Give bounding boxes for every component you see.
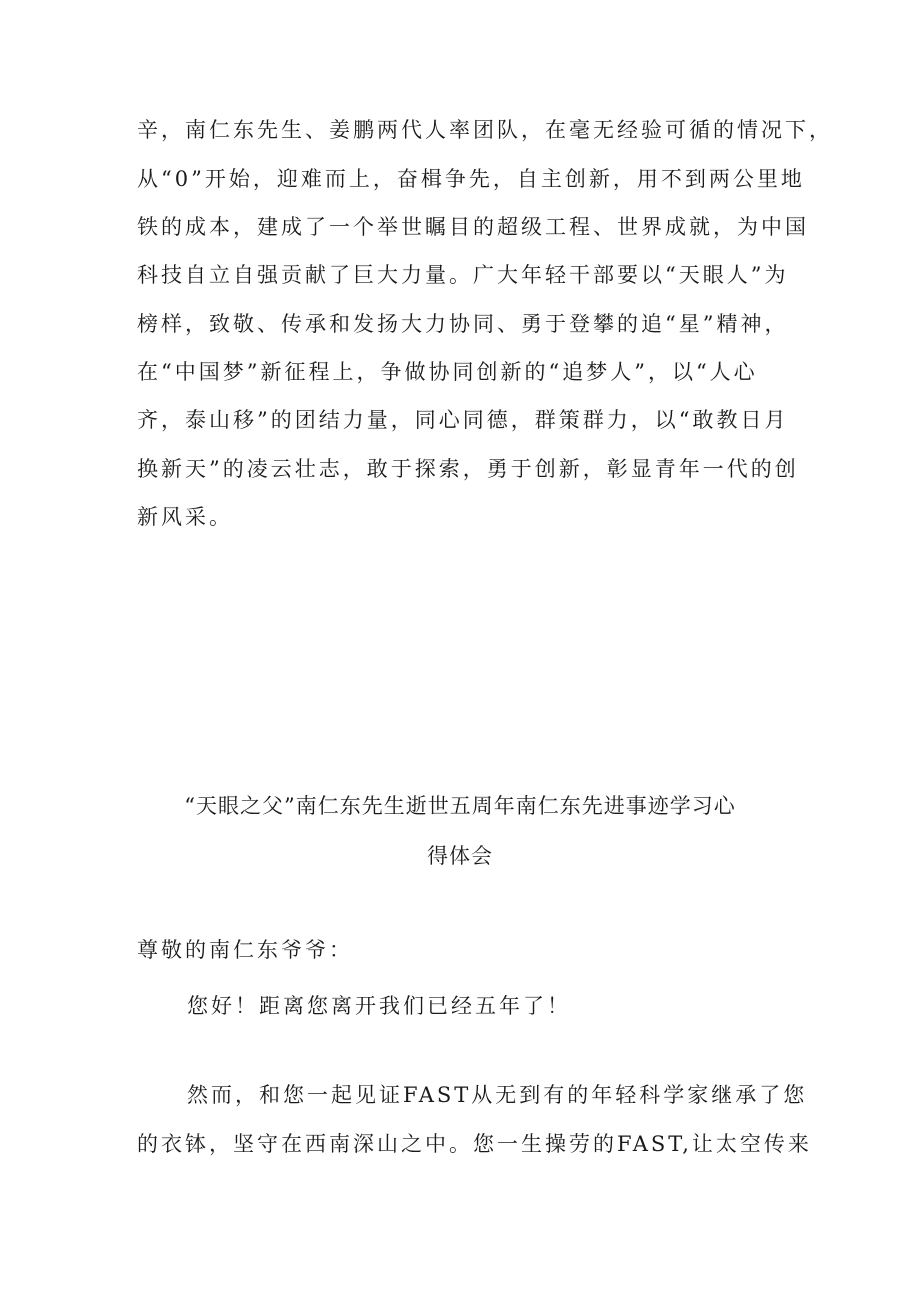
document-title-continued: 得体会: [427, 844, 493, 868]
paragraph-line: 榜样，致敬、传承和发扬大力协同、勇于登攀的追“星”精神，: [137, 312, 789, 336]
paragraph-line: 在“中国梦”新征程上，争做协同创新的“追梦人”，以“人心: [137, 360, 758, 384]
paragraph-line: 然而，和您一起见证FAST从无到有的年轻科学家继承了您: [187, 1083, 808, 1107]
paragraph-line: 新风采。: [137, 505, 233, 529]
salutation: 尊敬的南仁东爷爷：: [137, 938, 353, 962]
paragraph-line: 铁的成本，建成了一个举世瞩目的超级工程、世界成就，为中国: [137, 215, 809, 239]
greeting: 您好！距离您离开我们已经五年了！: [187, 994, 571, 1018]
paragraph-line: 的衣钵，坚守在西南深山之中。您一生操劳的FAST,让太空传来: [137, 1132, 812, 1156]
paragraph-line: 齐，泰山移”的团结力量，同心同德，群策群力，以“敢教日月: [137, 408, 789, 432]
paragraph-line: 从“0”开始，迎难而上，奋楫争先，自主创新，用不到两公里地: [137, 167, 805, 191]
paragraph-line: 辛，南仁东先生、姜鹏两代人率团队，在毫无经验可循的情况下，: [137, 118, 833, 142]
paragraph-line: 换新天”的凌云壮志，敢于探索，勇于创新，彰显青年一代的创: [137, 457, 799, 481]
paragraph-line: 科技自立自强贡献了巨大力量。广大年轻干部要以“天眼人”为: [137, 263, 789, 287]
document-title: “天眼之父”南仁东先生逝世五周年南仁东先进事迹学习心: [184, 794, 736, 818]
